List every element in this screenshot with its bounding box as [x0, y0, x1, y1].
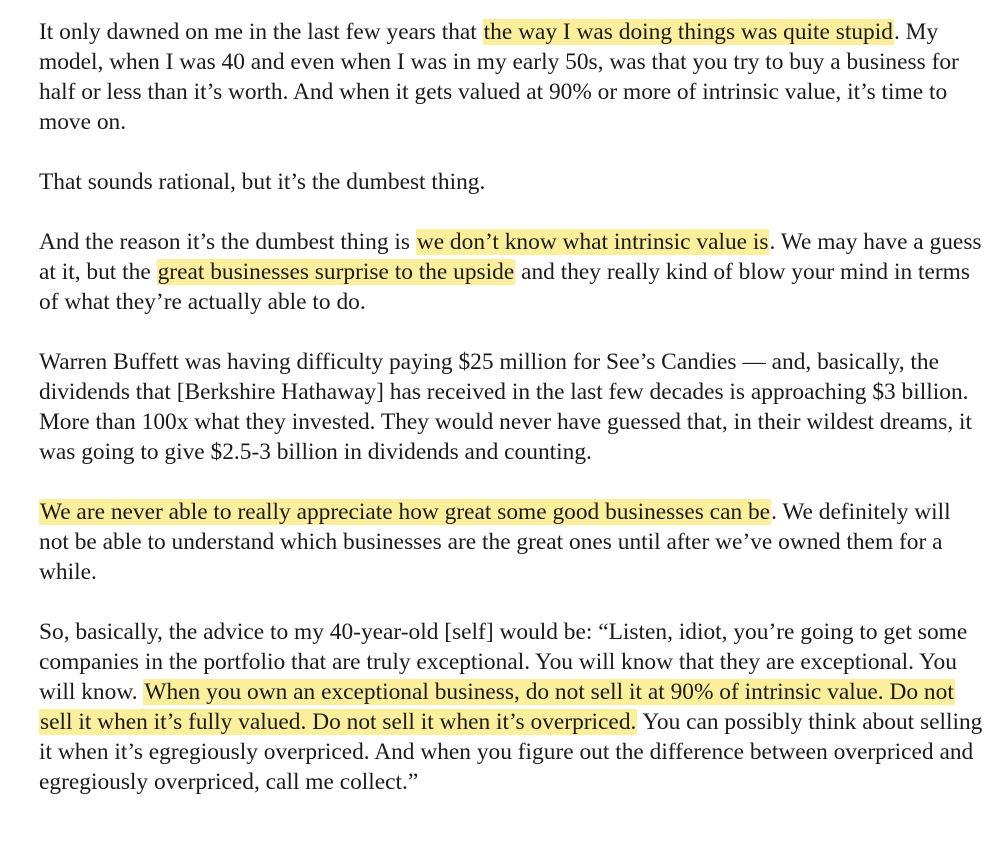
text-segment: That sounds rational, but it’s the dumbest thing.: [39, 169, 486, 195]
paragraph-5: [39, 497, 984, 587]
text-segment: And the reason it’s the dumbest thing is: [39, 229, 416, 255]
text-segment: It only dawned on me in the last few years that: [39, 19, 483, 45]
text-segment: Warren Buffett was having difficulty paying $25 million for See’s Candies — and, basically, the dividends that [Berkshire Hathaway] has received in the last few decades is approaching $3 billion. More than 100x what they invested. They would never have guessed that, in their wildest dreams, it was going to give $2.5-3 billion in dividends and counting.: [39, 349, 973, 465]
paragraph-4: [39, 347, 984, 467]
highlighted-text: When you own an exceptional business, do not sell it at 90% of intrinsic value. Do not sell it when it’s fully valued. Do not sell it when it’s overpriced.: [40, 679, 954, 735]
highlighted-text: We are never able to really appreciate how great some good businesses can be: [40, 499, 771, 525]
paragraph-6: [39, 617, 984, 797]
paragraph-1: [39, 17, 984, 137]
text-segment: You can possibly think about selling it when it’s egregiously overpriced. And when you figure out the difference between overpriced and egregiously overpriced, call me collect.”: [39, 709, 983, 795]
text-segment: and they really kind of blow your mind in terms of what they’re actually able to do.: [39, 259, 970, 315]
paragraph-2: [39, 167, 984, 197]
text-segment: . My model, when I was 40 and even when I was in my early 50s, was that you try to buy a business for half or less than it’s worth. And when it gets valued at 90% or more of intrinsic value, it’s time to move on.: [39, 19, 959, 135]
highlighted-text: we don’t know what intrinsic value is: [416, 229, 769, 255]
text-segment: . We definitely will not be able to understand which businesses are the great ones until after we’ve owned them for a while.: [39, 499, 951, 585]
highlighted-text: great businesses surprise to the upside: [157, 259, 515, 285]
highlighted-text: the way I was doing things was quite stupid: [483, 19, 893, 45]
text-segment: So, basically, the advice to my 40-year-old [self] would be: “Listen, idiot, you’re going to get some companies in the portfolio that are truly exceptional. You will know that they are exceptional. You will know.: [39, 619, 968, 705]
paragraph-3: [39, 227, 984, 317]
text-segment: . We may have a guess at it, but the: [39, 229, 982, 285]
